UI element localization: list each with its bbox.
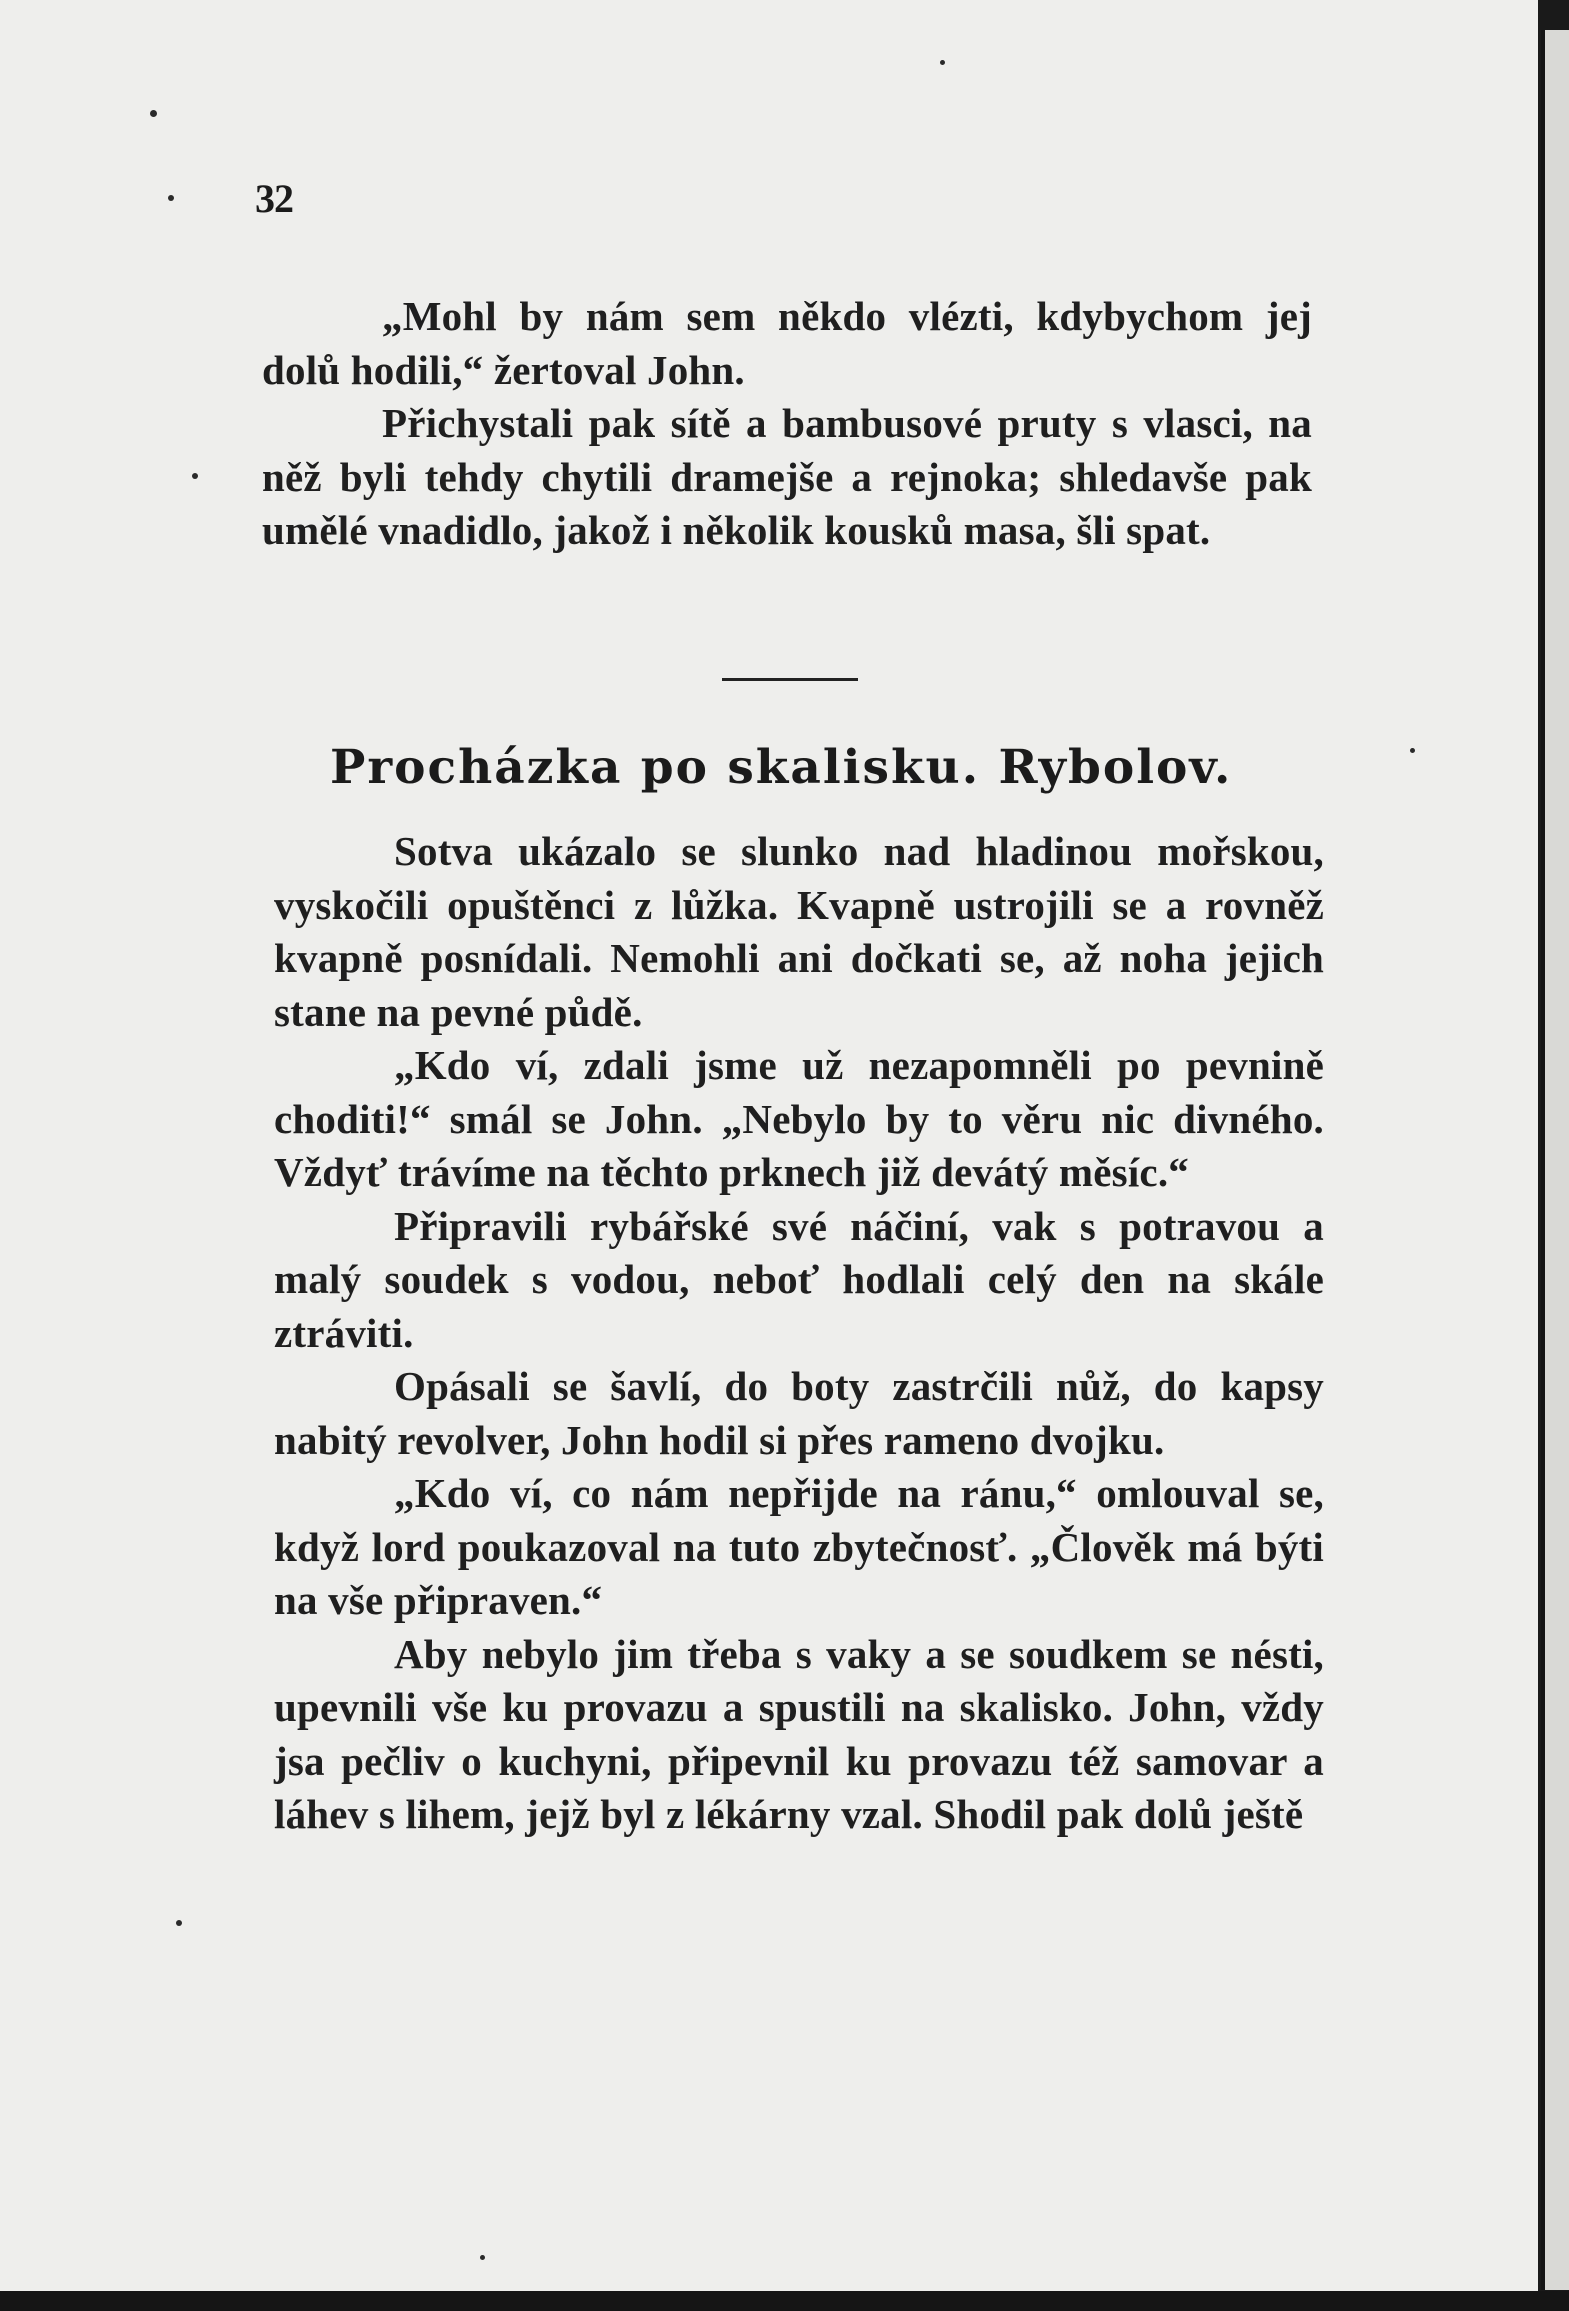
bottom-border — [0, 2291, 1569, 2311]
paper-speck — [1410, 748, 1415, 753]
paragraph: Přichystali pak sítě a bambusové pruty s vlasci, na něž byli tehdy chytili dramejše a rejnoka; shledavše pak umělé vnadidlo, jakož i několik kousků masa, šli spat. — [262, 400, 1312, 553]
paragraph: „Kdo ví, co nám nepřijde na ránu,“ omlouval se, když lord poukazoval na tuto zbytečnosť. „Člověk má býti na vše připraven.“ — [274, 1470, 1324, 1623]
chapter-heading: Procházka po skalisku. Rybolov. — [330, 740, 1233, 795]
paragraph: „Mohl by nám sem někdo vlézti, kdybychom jej dolů hodili,“ žertoval John. — [262, 293, 1312, 393]
page-edge-strip — [1541, 30, 1569, 2290]
section-divider — [722, 678, 858, 681]
paragraph: Připravili rybářské své náčiní, vak s potravou a malý soudek s vodou, neboť hodlali celý den na skále ztráviti. — [274, 1202, 1324, 1356]
paper-speck — [150, 110, 157, 117]
paragraph: „Kdo ví, zdali jsme už nezapomněli po pevnině choditi!“ smál se John. „Nebylo by to věru nic divného. Vždyť trávíme na těchto prknech již devátý měsíc.“ — [274, 1042, 1324, 1195]
paper-speck — [168, 195, 174, 201]
main-text-block — [274, 825, 1324, 1842]
paper-speck — [192, 473, 198, 479]
paper-speck — [940, 60, 945, 65]
page-edge — [1538, 0, 1569, 2311]
paragraph: Opásali se šavlí, do boty zastrčili nůž, do kapsy nabitý revolver, John hodil si přes rameno dvojku. — [274, 1363, 1324, 1463]
paragraph: Sotva ukázalo se slunko nad hladinou mořskou, vyskočili opuštěnci z lůžka. Kvapně ustrojili se a rovněž kvapně posnídali. Nemohli ani dočkati se, až noha jejich stane na pevné půdě. — [274, 828, 1324, 1035]
paper-speck — [480, 2255, 485, 2260]
page-number: 32 — [255, 176, 293, 221]
paper-speck — [176, 1920, 182, 1926]
top-text-block — [262, 290, 1312, 558]
paragraph: Aby nebylo jim třeba s vaky a se soudkem se nésti, upevnili vše ku provazu a spustili na skalisko. John, vždy jsa pečliv o kuchyni, připevnil ku provazu též samovar a láhev s lihem, jejž byl z lékárny vzal. Shodil pak dolů ještě — [274, 1630, 1324, 1837]
